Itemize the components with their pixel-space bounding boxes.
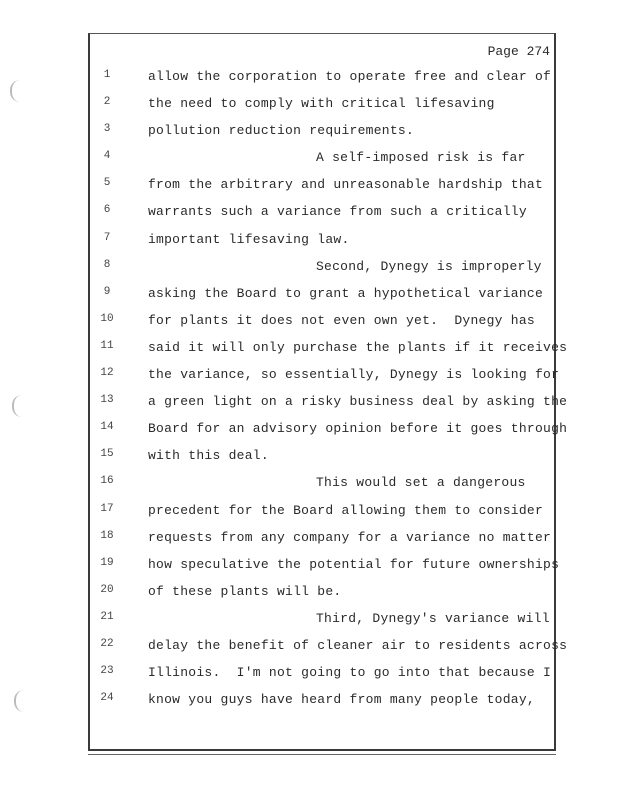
line-number: 1 xyxy=(103,69,111,81)
transcript-line xyxy=(0,87,618,114)
line-text: the need to comply with critical lifesaving xyxy=(148,96,495,112)
line-text: asking the Board to grant a hypothetical variance xyxy=(148,285,544,301)
line-text: Third, Dynegy's variance will xyxy=(316,610,550,626)
transcript-line xyxy=(0,358,618,385)
transcript-line xyxy=(0,602,618,629)
line-text: important lifesaving law. xyxy=(148,231,350,247)
line-number: 18 xyxy=(100,529,114,542)
transcript-line xyxy=(0,629,618,656)
transcript-line xyxy=(0,277,618,304)
line-text: the variance, so essentially, Dynegy is looking for xyxy=(148,367,560,383)
transcript-line xyxy=(0,656,618,683)
line-number: 24 xyxy=(100,692,114,705)
line-text: Illinois. I'm not going to go into that because I xyxy=(148,665,552,681)
line-text: with this deal. xyxy=(148,448,269,464)
page-number: Page 274 xyxy=(487,44,550,59)
line-number: 17 xyxy=(100,502,114,515)
line-text: A self-imposed risk is far xyxy=(316,150,526,166)
transcript-line xyxy=(0,114,618,141)
transcript-line xyxy=(0,60,618,87)
line-number: 14 xyxy=(100,421,114,434)
line-number: 19 xyxy=(100,556,114,569)
line-number: 21 xyxy=(100,610,114,623)
bottom-rule-thin xyxy=(88,754,556,755)
line-text: pollution reduction requirements. xyxy=(148,123,415,139)
line-number: 22 xyxy=(100,637,114,650)
transcript-line xyxy=(0,521,618,548)
line-text: requests from any company for a variance no matter xyxy=(148,529,552,545)
line-text: This would set a dangerous xyxy=(316,475,526,491)
line-number: 9 xyxy=(103,285,111,298)
transcript-line xyxy=(0,494,618,521)
line-number: 23 xyxy=(100,665,114,678)
line-text: a green light on a risky business deal by asking the xyxy=(148,394,568,410)
transcript-line xyxy=(0,195,618,222)
line-text: of these plants will be. xyxy=(148,583,342,599)
transcript-line xyxy=(0,250,618,277)
transcript-line xyxy=(0,168,618,195)
line-number: 4 xyxy=(103,150,111,163)
line-number: 16 xyxy=(100,475,114,488)
transcript-line xyxy=(0,141,618,168)
line-number: 13 xyxy=(100,394,114,407)
line-number: 2 xyxy=(103,96,111,109)
line-number: 8 xyxy=(103,258,111,271)
line-number: 7 xyxy=(103,231,111,244)
line-text: from the arbitrary and unreasonable hardship that xyxy=(148,177,544,193)
line-text: for plants it does not even own yet. Dynegy has xyxy=(148,312,535,328)
transcript-line xyxy=(0,331,618,358)
line-number: 20 xyxy=(100,583,114,596)
transcript-line xyxy=(0,385,618,412)
line-number: 10 xyxy=(100,312,114,325)
transcript-lines xyxy=(0,60,618,710)
line-text: allow the corporation to operate free and clear of xyxy=(148,69,552,84)
line-text: precedent for the Board allowing them to consider xyxy=(148,502,544,518)
line-text: warrants such a variance from such a critically xyxy=(148,204,527,220)
transcript-line xyxy=(0,304,618,331)
transcript-line xyxy=(0,466,618,493)
line-number: 6 xyxy=(103,204,111,217)
line-text: delay the benefit of cleaner air to residents across xyxy=(148,637,568,653)
line-number: 11 xyxy=(100,339,114,352)
line-number: 5 xyxy=(103,177,111,190)
line-text: Second, Dynegy is improperly xyxy=(316,258,542,274)
transcript-line xyxy=(0,439,618,466)
line-text: Board for an advisory opinion before it goes through xyxy=(148,421,568,437)
line-number: 12 xyxy=(100,367,114,380)
transcript-line xyxy=(0,223,618,250)
bottom-rule xyxy=(88,749,556,751)
transcript-line xyxy=(0,575,618,602)
line-number: 3 xyxy=(103,123,111,136)
line-text: said it will only purchase the plants if it receives xyxy=(148,339,568,355)
line-text: know you guys have heard from many people today, xyxy=(148,692,535,708)
line-text: how speculative the potential for future ownerships xyxy=(148,556,560,572)
transcript-line xyxy=(0,683,618,710)
transcript-line xyxy=(0,548,618,575)
line-number: 15 xyxy=(100,448,114,461)
transcript-line xyxy=(0,412,618,439)
